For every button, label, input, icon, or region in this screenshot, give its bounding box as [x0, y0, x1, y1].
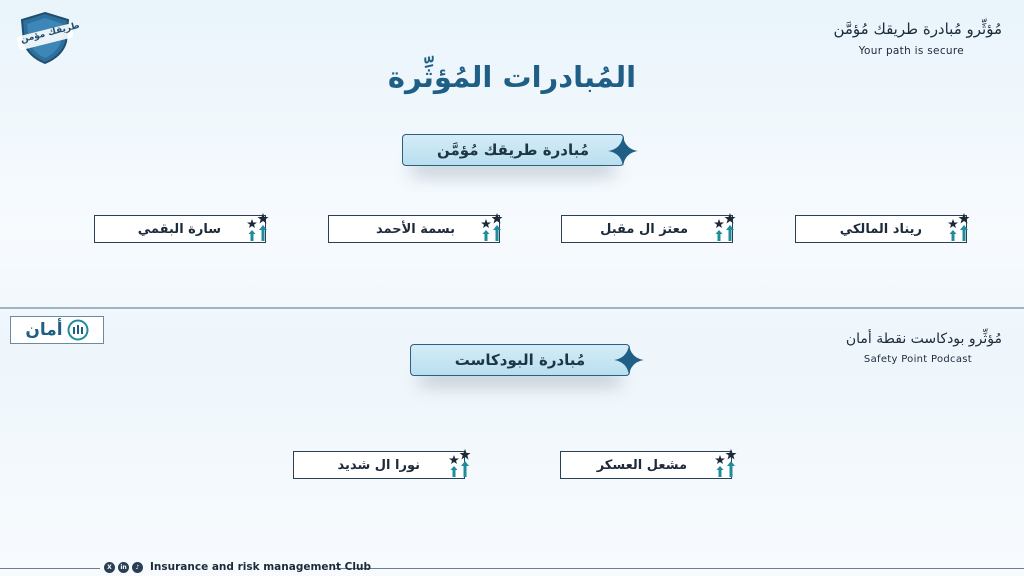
page-title: المُبادرات المُؤثِّرة — [387, 60, 637, 94]
influencer-card — [561, 215, 733, 243]
influencer-card — [560, 451, 732, 479]
growth-stars-icon — [711, 212, 737, 242]
podcast-arabic-title: مُؤثِّرو بودكاست نقطة أمان — [845, 331, 1002, 347]
influencer-name: مشعل العسكر — [596, 457, 687, 473]
podcast-label-text: مُبادرة البودكاست — [454, 351, 586, 369]
footer-line-right — [334, 568, 1024, 569]
footer-line-left — [0, 568, 100, 569]
header-arabic-title: مُؤثِّرو مُبادرة طريقك مُؤمَّن — [833, 20, 1002, 38]
amaan-logo-text: أمان — [25, 320, 63, 340]
tariqak-muaman-logo — [14, 10, 81, 66]
initiative-section-label — [402, 134, 624, 166]
influencer-card — [293, 451, 465, 479]
influencer-card — [94, 215, 266, 243]
growth-stars-icon — [945, 212, 971, 242]
growth-stars-icon — [244, 212, 270, 242]
podcast-english-tagline: Safety Point Podcast — [863, 354, 972, 365]
sparkle-icon — [606, 134, 640, 168]
influencer-name: بسمة الأحمد — [376, 221, 455, 237]
growth-stars-icon — [446, 448, 472, 478]
influencer-name: معتز ال مقبل — [600, 221, 688, 237]
linkedin-icon[interactable]: in — [118, 562, 129, 573]
growth-stars-icon — [712, 448, 738, 478]
header-english-tagline: Your path is secure — [858, 45, 964, 57]
amaan-podcast-logo — [10, 316, 104, 344]
tiktok-icon[interactable]: ♪ — [132, 562, 143, 573]
initiative-label-text: مُبادرة طريقك مُؤمَّن — [437, 141, 590, 159]
influencer-card — [795, 215, 967, 243]
influencer-name: ريناد المالكي — [839, 221, 922, 237]
building-icon — [67, 319, 89, 341]
footer — [104, 561, 371, 573]
x-icon[interactable]: X — [104, 562, 115, 573]
podcast-section-label — [410, 344, 630, 376]
influencer-name: سارة البقمي — [137, 221, 221, 237]
footer-club-name: Insurance and risk management Club — [150, 561, 371, 573]
growth-stars-icon — [478, 212, 504, 242]
influencer-card — [328, 215, 500, 243]
section-divider — [0, 307, 1024, 309]
influencer-name: نورا ال شديد — [337, 457, 420, 473]
sparkle-icon — [612, 343, 646, 377]
shield-logo-text: طريقك مؤمن — [19, 20, 81, 46]
